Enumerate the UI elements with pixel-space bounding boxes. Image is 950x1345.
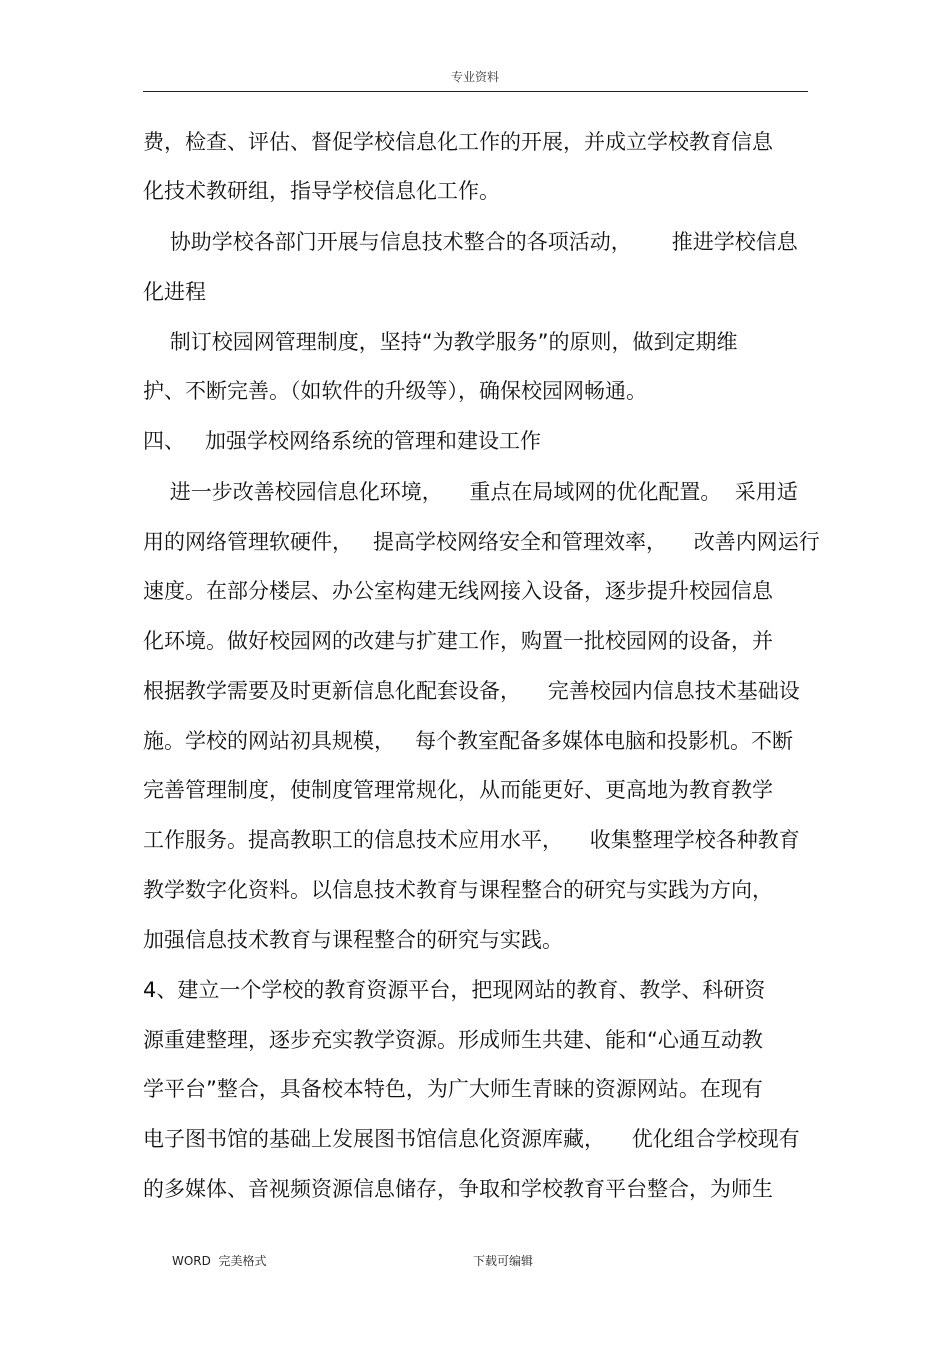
text-line: 化环境。做好校园网的改建与扩建工作，购置一批校园网的设备，并 [143,629,773,653]
text-line: 的多媒体、音视频资源信息储存，争取和学校教育平台整合，为师生 [143,1177,773,1201]
text-line: 化进程 [143,280,206,304]
section-heading: 四、 加强学校网络系统的管理和建设工作 [143,429,542,453]
text-line: 用的网络管理软硬件， 提高学校网络安全和管理效率， 改善内网运行 [143,530,820,554]
header-divider [143,91,808,92]
text-line: 施。学校的网站初具规模， 每个教室配备多媒体电脑和投影机。不断 [143,729,794,753]
text-line: 协助学校各部门开展与信息技术整合的各项活动， 推进学校信息 [143,230,798,254]
text-line: 化技术教研组，指导学校信息化工作。 [143,179,500,203]
text-line: 学平台”整合，具备校本特色，为广大师生青睐的资源网站。在现有 [143,1077,763,1101]
text-line: 电子图书馆的基础上发展图书馆信息化资源库藏， 优化组合学校现有 [143,1127,800,1151]
header-title: 专业资料 [450,70,499,84]
text-line: 教学数字化资料。以信息技术教育与课程整合的研究与实践为方向， [143,878,773,902]
footer-left-text: WORD 完美格式 [172,1254,267,1268]
text-line: 加强信息技术教育与课程整合的研究与实践。 [143,928,563,952]
text-line: 进一步改善校园信息化环境， 重点在局域网的优化配置。 采用适 [143,480,798,504]
text-line: 制订校园网管理制度，坚持“为教学服务”的原则，做到定期维 [143,330,738,354]
text-line: 护、不断完善。（如软件的升级等），确保校园网畅通。 [143,379,647,403]
text-line: 完善管理制度，使制度管理常规化，从而能更好、更高地为教育教学 [143,778,773,802]
text-line: 工作服务。提高教职工的信息技术应用水平， 收集整理学校各种教育 [143,828,800,852]
text-line: 速度。在部分楼层、办公室构建无线网接入设备，逐步提升校园信息 [143,579,773,603]
text-line: 源重建整理，逐步充实教学资源。形成师生共建、能和“心通互动教 [143,1028,763,1052]
footer-right-text: 下载可编辑 [473,1254,534,1268]
text-line: 根据教学需要及时更新信息化配套设备， 完善校园内信息技术基础设 [143,679,800,703]
text-line: 4、建立一个学校的教育资源平台，把现网站的教育、教学、科研资 [143,978,766,1002]
text-line: 费，检查、评估、督促学校信息化工作的开展，并成立学校教育信息 [143,130,773,154]
